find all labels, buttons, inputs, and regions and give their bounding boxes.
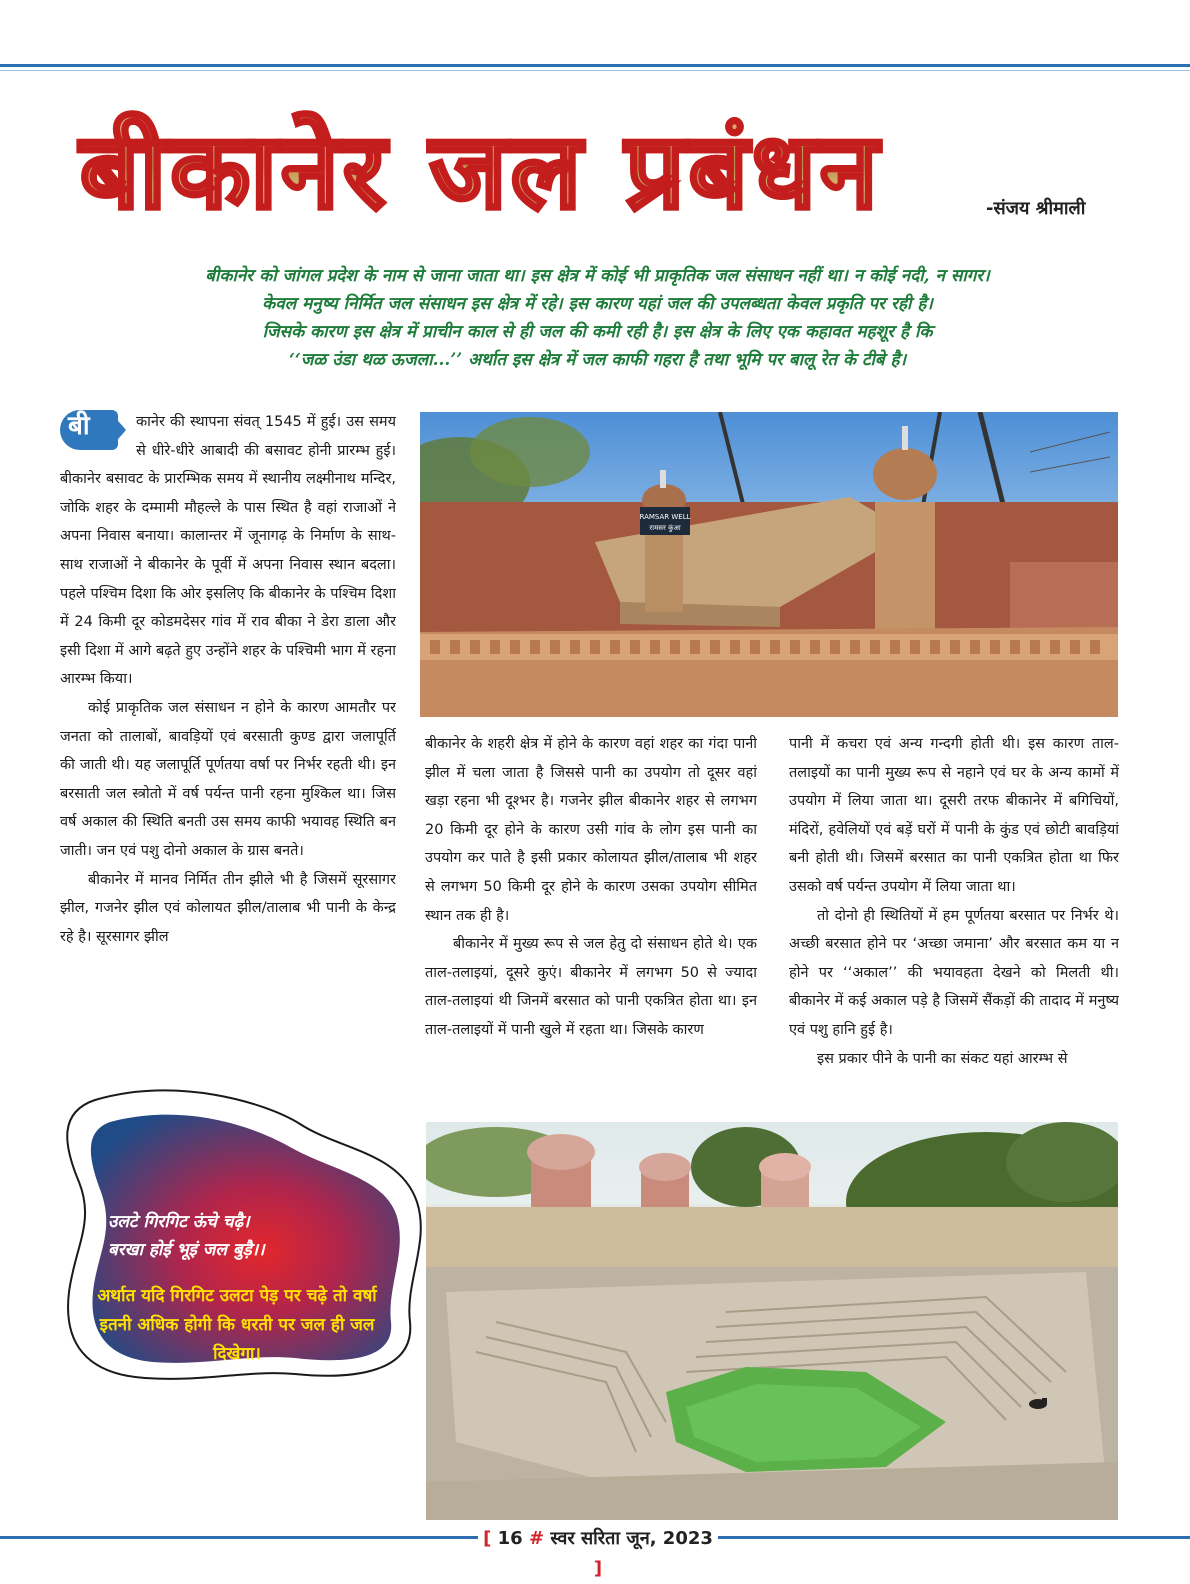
paragraph: पानी में कचरा एवं अन्य गन्दगी होती थी। इस कारण ताल-तलाइयों का पानी मुख्य रूप से नहाने एवं घर के अन्य कामों में उपयोग में लिया जाता था। दूसरी तरफ बीकानेर में बगिचियों, मंदिरों, हवेलियों एवं बड़ें घरों में पानी के कुंड एवं छोटी बावड़ियां बनी होती थी। जिसमें बरसात का पानी एकत्रित होता था फिर उसको वर्ष पर्यन्त उपयोग में लिया जाता था। bbox=[789, 736, 1119, 895]
dropcap-arrow-icon bbox=[112, 414, 126, 446]
photo-stepwell bbox=[426, 1122, 1118, 1520]
magazine-name-date: स्वर सरिता जून, 2023 bbox=[550, 1528, 713, 1549]
footer-hash: # bbox=[528, 1528, 545, 1549]
paragraph: बीकानेर में मानव निर्मित तीन झीले भी है जिसमें सूरसागर झील, गजनेर झील एवं कोलायत झील/तालाब भी पानी के केन्द्र रहे है। सूरसागर झील bbox=[60, 871, 396, 945]
intro-standfirst bbox=[60, 262, 1135, 382]
sign-label-hindi: रामसर कुंआ bbox=[649, 524, 681, 532]
footer-bracket-close: ] bbox=[593, 1558, 603, 1579]
proverb-line: बरखा होई भूइं जल बुड़ै।। bbox=[108, 1240, 265, 1260]
top-rule bbox=[0, 64, 1190, 67]
proverb-meaning: अर्थात यदि गिरगिट उलटा पेड़ पर चढ़े तो वर्षा इतनी अधिक होगी कि धरती पर जल ही जल दिखेगा। bbox=[97, 1286, 377, 1364]
dropcap bbox=[60, 410, 126, 458]
paragraph: कोई प्राकृतिक जल संसाधन न होने के कारण आमतौर पर जनता को तालाबों, बावड़ियों एवं बरसाती कुण्ड द्वारा जलापूर्ति की जाती थी। यह जलापूर्ति पूर्णतया वर्षा पर निर्भर रहती थी। इन बरसाती जल स्त्रोतो में वर्ष पर्यन्त पानी रहना मुश्किल था। जिस वर्ष अकाल की स्थिति बनती उस समय काफी भयावह स्थिति बन जाती। जन एवं पशु दोनो अकाल के ग्रास बनते। bbox=[60, 699, 396, 859]
page-number: 16 bbox=[497, 1528, 523, 1549]
page-footer bbox=[478, 1524, 718, 1579]
top-rule-thin bbox=[0, 70, 1190, 71]
intro-line: जिसके कारण इस क्षेत्र में प्राचीन काल से ही जल की कमी रही है। इस क्षेत्र के लिए एक कहावत महशूर है कि bbox=[262, 322, 933, 342]
ramsar-well-illustration bbox=[420, 412, 1118, 717]
paragraph: बीकानेर के शहरी क्षेत्र में होने के कारण वहां शहर का गंदा पानी झील में चला जाता है जिससे पानी का उपयोग तो दूसर वहां खड़ा रहना भी दूश्भर है। गजनेर झील बीकानेर शहर से लगभग 20 किमी दूर होने के कारण उसी गांव के लोग इस पानी का उपयोग कर पाते है इसी प्रकार कोलायत झील/तालाब भी शहर से लगभग 50 किमी दूर होने के कारण उसका उपयोग सीमित स्थान तक ही है। bbox=[425, 736, 757, 924]
sign-label-english: RAMSAR WELL bbox=[639, 513, 691, 521]
paragraph: तो दोनो ही स्थितियों में हम पूर्णतया बरसात पर निर्भर थे। अच्छी बरसात होने पर ‘अच्छा जमाना’ और बरसात कम या न होने पर ‘‘अकाल’’ की भयावहता देखने को मिलती थी। बीकानेर में कई अकाल पड़े है जिसमें सैंकड़ों की तादाद में मनुष्य एवं पशु हानि हुई है। bbox=[789, 907, 1119, 1038]
text-column-2 bbox=[425, 730, 757, 1110]
dropcap-letter: बी bbox=[68, 411, 90, 441]
paragraph: बीकानेर में मुख्य रूप से जल हेतु दो संसाधन होते थे। एक ताल-तलाइयां, दूसरे कुएं। बीकानेर में लगभग 50 से ज्यादा ताल-तलाइयां थी जिनमें बरसात को पानी एकत्रित होता था। इन ताल-तलाइयों में पानी खुले में रहता था। जिसके कारण bbox=[425, 936, 757, 1038]
text-column-1 bbox=[60, 408, 396, 1086]
intro-line: बीकानेर को जांगल प्रदेश के नाम से जाना जाता था। इस क्षेत्र में कोई भी प्राकृतिक जल संसाधन नहीं था। न कोई नदी, न सागर। bbox=[205, 266, 990, 286]
stepwell-illustration bbox=[426, 1122, 1118, 1520]
text-column-3 bbox=[789, 730, 1119, 1142]
paragraph: कानेर की स्थापना संवत् 1545 में हुई। उस समय से धीरे-धीरे आबादी की बसावट होनी प्रारम्भ हुई। बीकानेर बसावट के प्रारम्भिक समय में स्थानीय लक्ष्मीनाथ मन्दिर, जोकि शहर के दम्मामी मौहल्ले के पास स्थित है वहां राजाओं ने अपना निवास बनाया। कालान्तर में जूनागढ़ के निर्माण के साथ-साथ राजाओं ने बीकानेर के पूर्वी में अपना निवास स्थान बदला। पहले पश्चिम दिशा कि ओर इसलिए कि बीकानेर के पश्चिम दिशा में 24 किमी दूर कोडमदेसर गांव में राव बीका ने डेरा डाला और इसी दिशा में आगे बढ़ते हुए उन्होंने शहर के पश्चिमी भाग में रहना आरम्भ किया। bbox=[60, 414, 396, 688]
paragraph: इस प्रकार पीने के पानी का संकट यहां आरम्भ से bbox=[817, 1050, 1068, 1067]
intro-line: केवल मनुष्य निर्मित जल संसाधन इस क्षेत्र में रहे। इस कारण यहां जल की उपलब्धता केवल प्रकृति पर रही है। bbox=[262, 294, 933, 314]
author-byline: -संजय श्रीमाली bbox=[986, 198, 1086, 219]
proverb-dialect bbox=[108, 1208, 398, 1264]
article-title: बीकानेर जल प्रबंधन bbox=[80, 96, 980, 246]
photo-ramsar-well bbox=[420, 412, 1118, 717]
intro-line: ‘‘जळ उंडा थळ ऊजला...’’ अर्थात इस क्षेत्र में जल काफी गहरा है तथा भूमि पर बालू रेत के टीबे है। bbox=[288, 350, 907, 370]
proverb-line: उलटे गिरगिट ऊंचे चढ़ै। bbox=[108, 1212, 250, 1232]
footer-bracket-open: [ bbox=[483, 1528, 492, 1549]
